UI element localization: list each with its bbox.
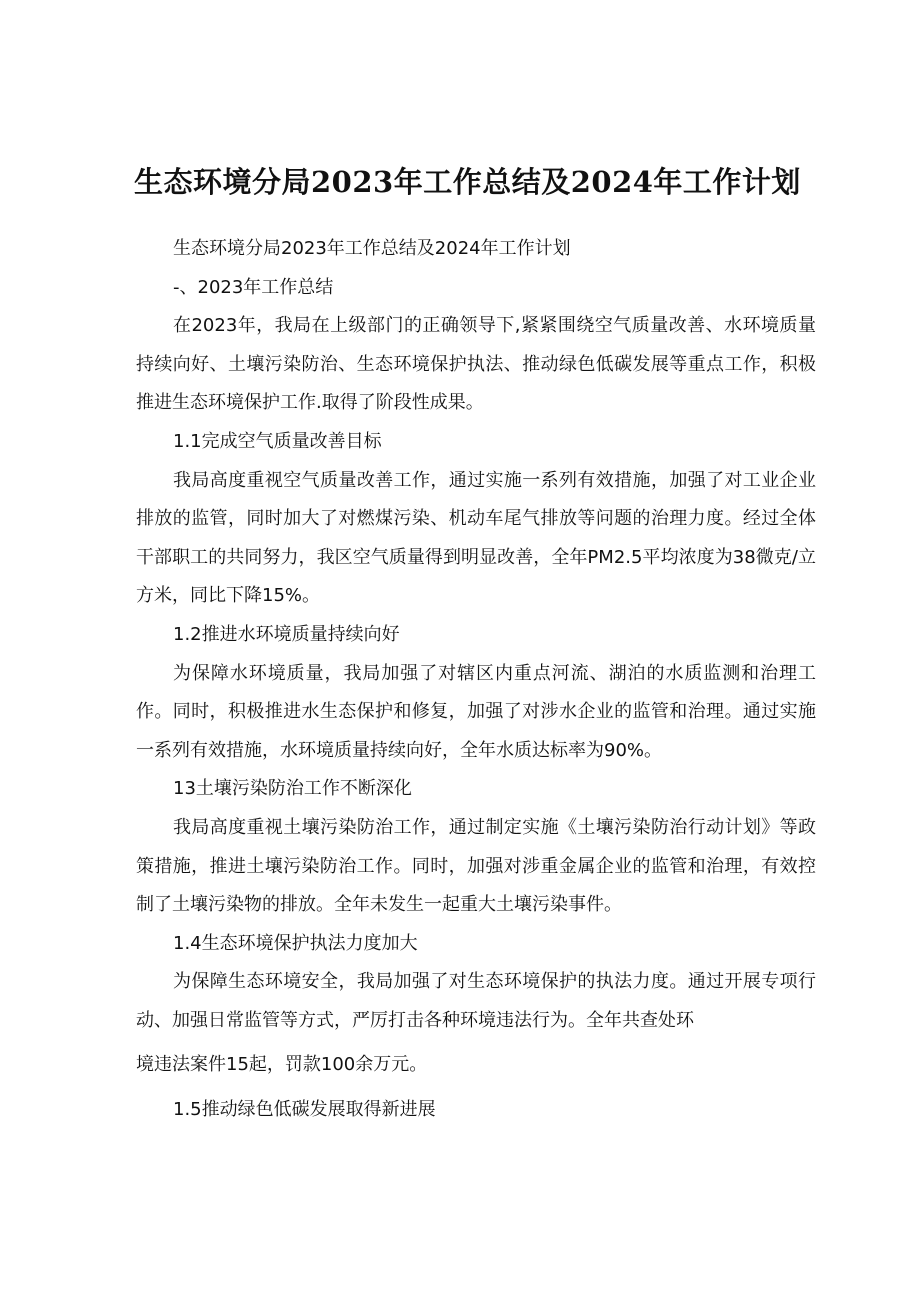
subsection-heading-air-quality: 1.1完成空气质量改善目标 <box>173 430 382 452</box>
document-body <box>136 230 816 1130</box>
enforcement-paragraph-continued: 境违法案件15起，罚款100余万元。 <box>136 1054 428 1076</box>
subsection-heading-enforcement: 1.4生态环境保护执法力度加大 <box>173 932 418 954</box>
subsection-heading-water-quality: 1.2推进水环境质量持续向好 <box>173 623 400 645</box>
subsection-heading-soil-pollution: 13土壤污染防治工作不断深化 <box>173 778 412 800</box>
subsection-heading-green-development: 1.5推动绿色低碳发展取得新进展 <box>173 1099 436 1121</box>
document-title: 生态环境分局2023年工作总结及2024年工作计划 <box>134 165 801 199</box>
soil-pollution-paragraph: 我局高度重视土壤污染防治工作，通过制定实施《土壤污染防治行动计划》等政策措施，推进土壤污染防治工作。同时，加强对涉重金属企业的监管和治理，有效控制了土壤污染物的排放。全年未发生一起重大土壤污染事件。 <box>136 816 816 916</box>
water-quality-paragraph: 为保障水环境质量，我局加强了对辖区内重点河流、湖泊的水质监测和治理工作。同时，积极推进水生态保护和修复，加强了对涉水企业的监管和治理。通过实施一系列有效措施，水环境质量持续向好，全年水质达标率为90%。 <box>136 662 816 761</box>
air-quality-paragraph: 我局高度重视空气质量改善工作，通过实施一系列有效措施，加强了对工业企业排放的监管，同时加大了对燃煤污染、机动车尾气排放等问题的治理力度。经过全体干部职工的共同努力，我区空气质量得到明显改善，全年PM2.5平均浓度为38微克/立方米，同比下降15%。 <box>136 469 816 607</box>
section-heading-2023-summary: -、2023年工作总结 <box>173 276 334 298</box>
intro-paragraph: 在2023年，我局在上级部门的正确领导下,紧紧围绕空气质量改善、水环境质量持续向好、土壤污染防治、生态环境保护执法、推动绿色低碳发展等重点工作，积极推进生态环境保护工作.取得了阶段性成果。 <box>136 315 816 414</box>
enforcement-paragraph: 为保障生态环境安全，我局加强了对生态环境保护的执法力度。通过开展专项行动、加强日常监管等方式，严厉打击各种环境违法行为。全年共查处环 <box>136 971 816 1031</box>
subtitle-line: 生态环境分局2023年工作总结及2024年工作计划 <box>173 238 571 259</box>
